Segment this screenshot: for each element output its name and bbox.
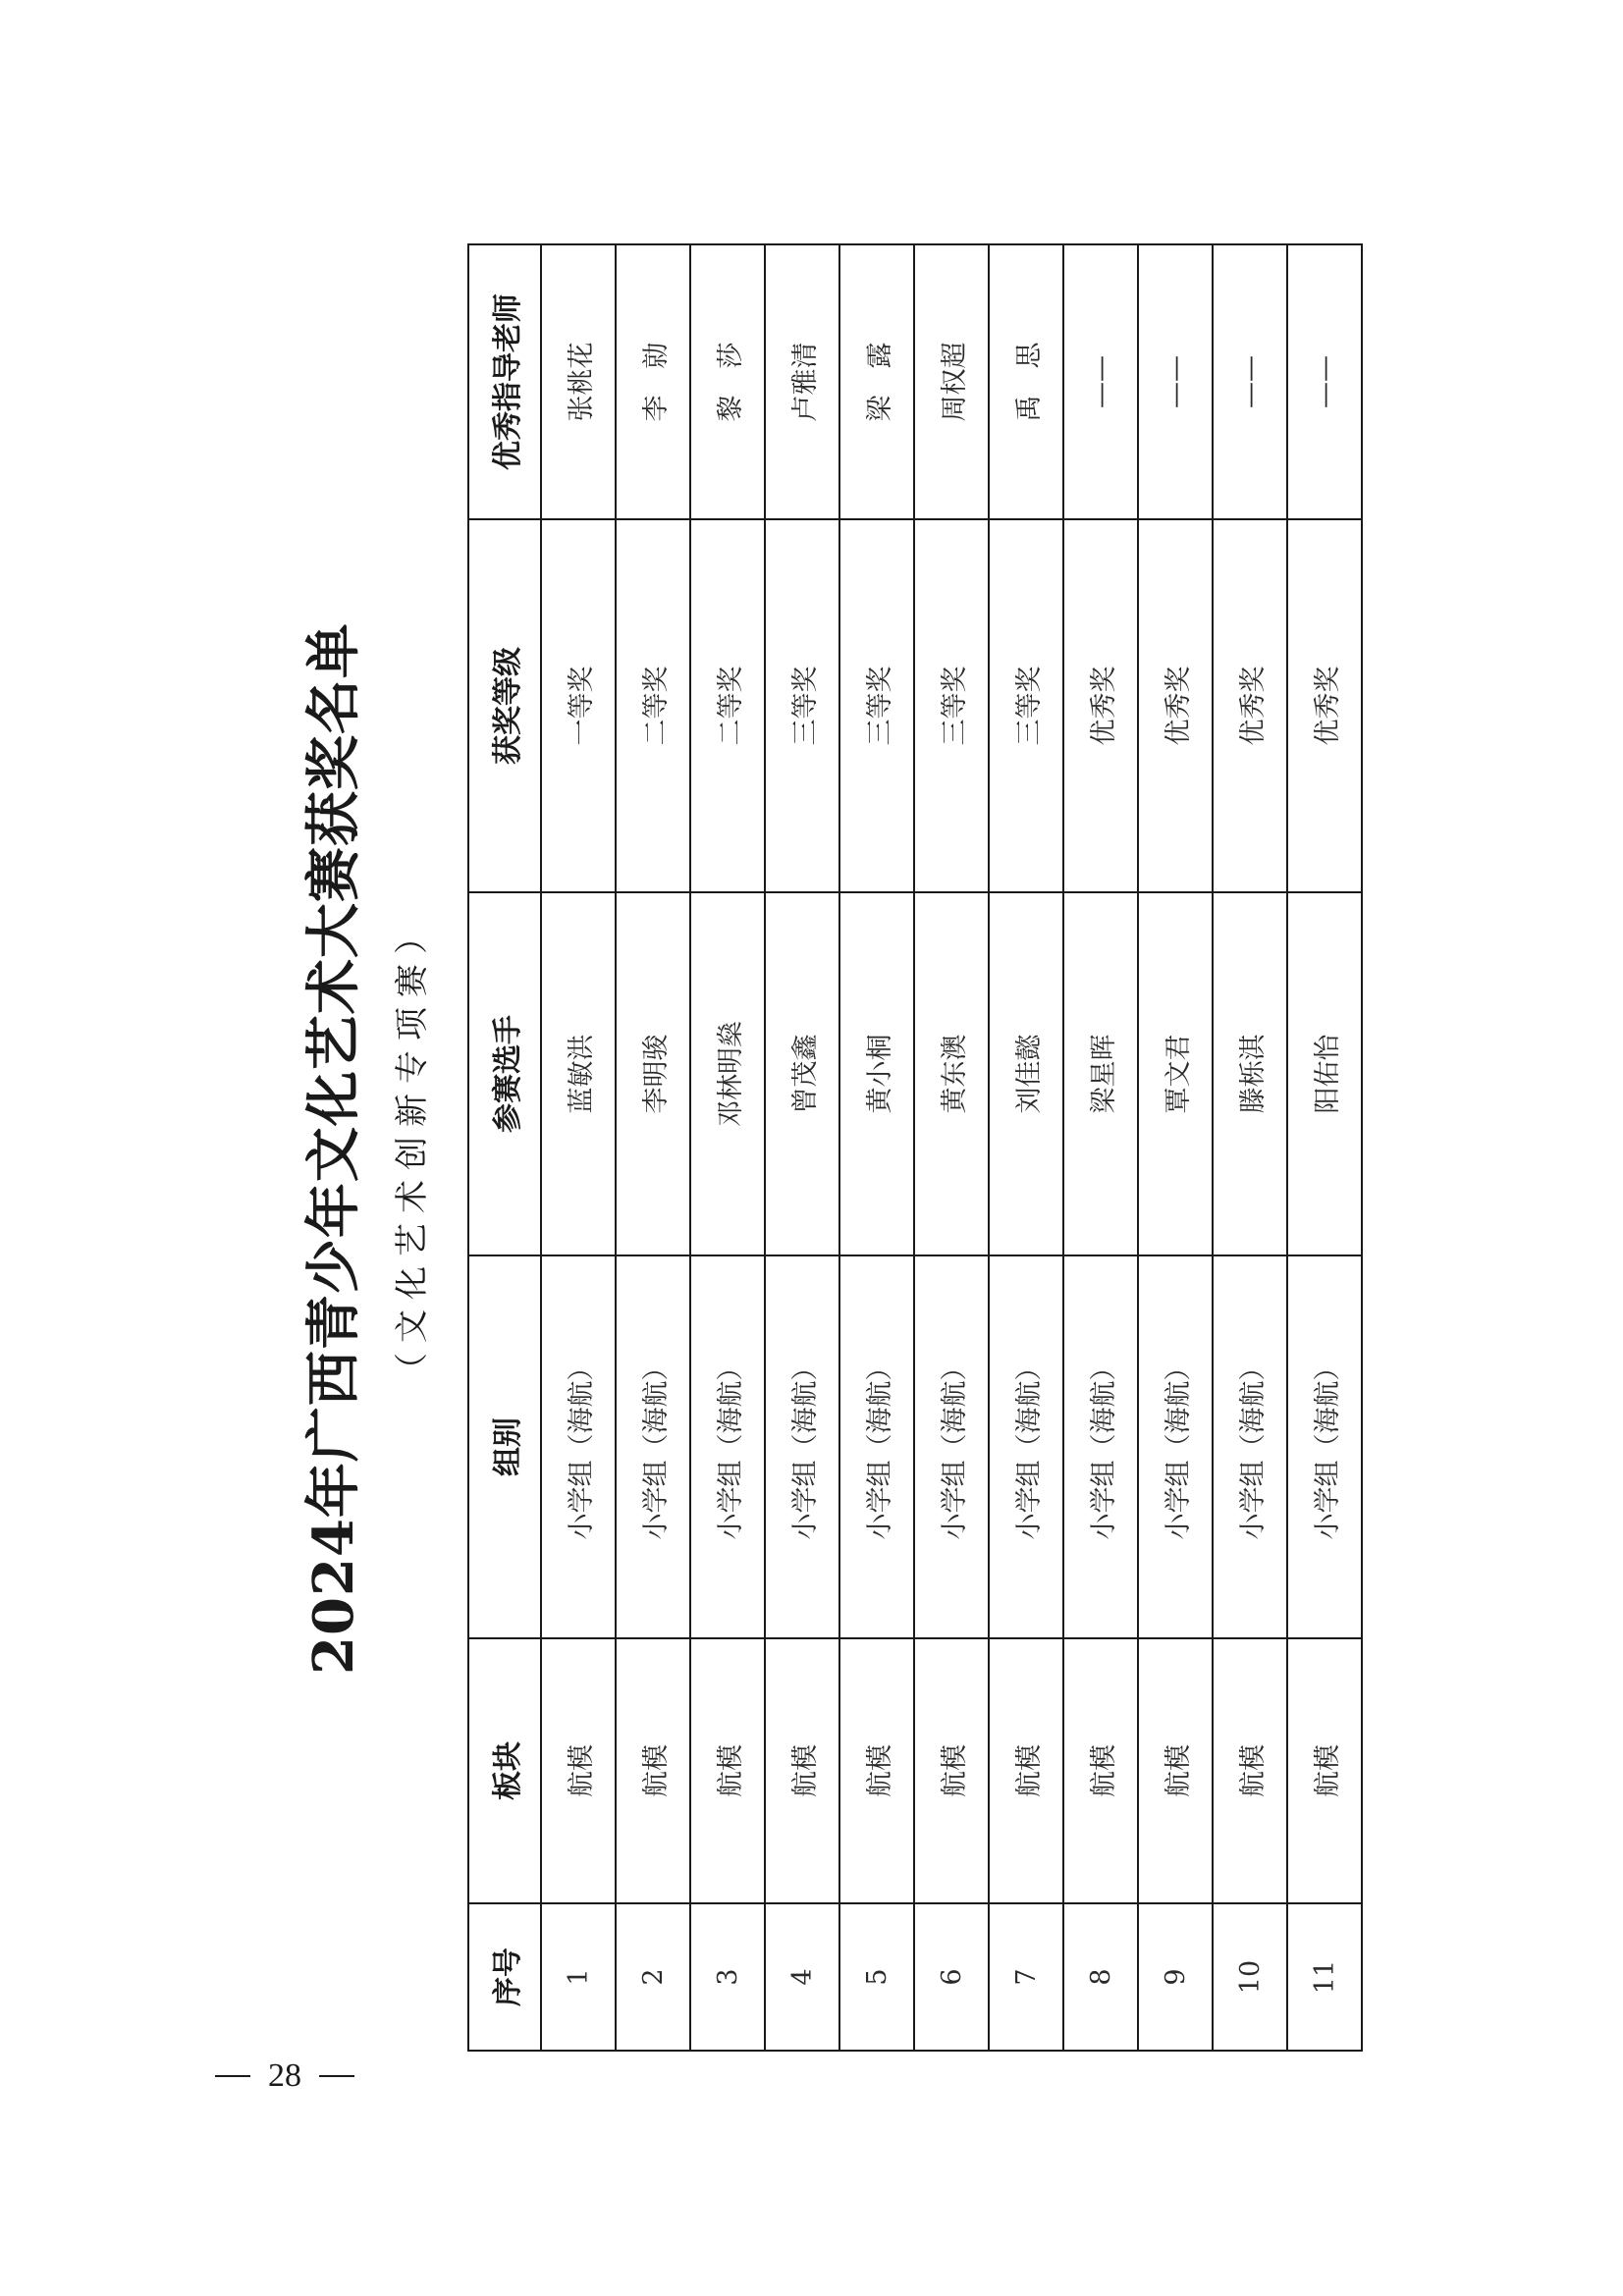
cell-section: 航模 (1213, 1638, 1287, 1903)
page-number-dash-left (215, 2075, 250, 2077)
cell-award-level: 优秀奖 (1138, 519, 1213, 892)
header-teacher: 优秀指导老师 (468, 244, 541, 519)
cell-index: 6 (914, 1903, 989, 2051)
cell-index: 9 (1138, 1903, 1213, 2051)
cell-teacher: —— (1063, 244, 1138, 519)
table-row (1287, 244, 1362, 2051)
header-group: 组别 (468, 1255, 541, 1638)
cell-section: 航模 (690, 1638, 765, 1903)
cell-group: 小学组（海航） (1287, 1255, 1362, 1638)
cell-group: 小学组（海航） (690, 1255, 765, 1638)
cell-award-level: 三等奖 (914, 519, 989, 892)
cell-section: 航模 (839, 1638, 914, 1903)
table-row (765, 244, 839, 2051)
cell-section: 航模 (616, 1638, 690, 1903)
cell-teacher: 黎 莎 (690, 244, 765, 519)
cell-award-level: 二等奖 (616, 519, 690, 892)
cell-teacher: 张桃花 (541, 244, 616, 519)
rotated-content (295, 245, 1414, 2052)
document-title: 2024年广西青少年文化艺术大赛获奖名单 (301, 622, 366, 1675)
cell-group: 小学组（海航） (1213, 1255, 1287, 1638)
cell-index: 3 (690, 1903, 765, 2051)
page-number-text: 28 (268, 2057, 301, 2094)
cell-teacher: 卢雅清 (765, 244, 839, 519)
cell-group: 小学组（海航） (1138, 1255, 1213, 1638)
cell-section: 航模 (1287, 1638, 1362, 1903)
cell-group: 小学组（海航） (616, 1255, 690, 1638)
cell-contestant: 蓝敏洪 (541, 892, 616, 1255)
table-row (839, 244, 914, 2051)
cell-award-level: 优秀奖 (1213, 519, 1287, 892)
cell-teacher: 梁 露 (839, 244, 914, 519)
cell-group: 小学组（海航） (989, 1255, 1063, 1638)
cell-index: 1 (541, 1903, 616, 2051)
cell-award-level: 优秀奖 (1287, 519, 1362, 892)
page-number (196, 2052, 373, 2101)
cell-index: 11 (1287, 1903, 1362, 2051)
cell-contestant: 邓林明燊 (690, 892, 765, 1255)
table-row (1213, 244, 1287, 2051)
cell-section: 航模 (1138, 1638, 1213, 1903)
table-row (1138, 244, 1213, 2051)
cell-section: 航模 (765, 1638, 839, 1903)
cell-teacher: 周权超 (914, 244, 989, 519)
cell-section: 航模 (541, 1638, 616, 1903)
cell-contestant: 覃文君 (1138, 892, 1213, 1255)
cell-section: 航模 (989, 1638, 1063, 1903)
cell-teacher: —— (1138, 244, 1213, 519)
table-header-row (468, 244, 541, 2051)
cell-contestant: 刘佳懿 (989, 892, 1063, 1255)
cell-group: 小学组（海航） (1063, 1255, 1138, 1638)
table-row (914, 244, 989, 2051)
cell-group: 小学组（海航） (541, 1255, 616, 1638)
cell-award-level: 三等奖 (839, 519, 914, 892)
cell-award-level: 二等奖 (690, 519, 765, 892)
document-subtitle: （文化艺术创新专项赛） (393, 911, 432, 1386)
cell-award-level: 三等奖 (989, 519, 1063, 892)
page-number-dash-right (319, 2075, 354, 2077)
cell-group: 小学组（海航） (839, 1255, 914, 1638)
cell-index: 2 (616, 1903, 690, 2051)
table-row (616, 244, 690, 2051)
cell-section: 航模 (914, 1638, 989, 1903)
cell-section: 航模 (1063, 1638, 1138, 1903)
cell-contestant: 曾茂鑫 (765, 892, 839, 1255)
table-row (690, 244, 765, 2051)
cell-index: 10 (1213, 1903, 1287, 2051)
cell-contestant: 阳佑怡 (1287, 892, 1362, 1255)
cell-group: 小学组（海航） (765, 1255, 839, 1638)
cell-award-level: 三等奖 (765, 519, 839, 892)
cell-contestant: 滕栎淇 (1213, 892, 1287, 1255)
header-award-level: 获奖等级 (468, 519, 541, 892)
awards-table (467, 243, 1363, 2052)
cell-teacher: 李 勍 (616, 244, 690, 519)
cell-teacher: —— (1287, 244, 1362, 519)
cell-group: 小学组（海航） (914, 1255, 989, 1638)
table-row (989, 244, 1063, 2051)
header-section: 板块 (468, 1638, 541, 1903)
cell-teacher: —— (1213, 244, 1287, 519)
header-index: 序号 (468, 1903, 541, 2051)
cell-contestant: 李明骏 (616, 892, 690, 1255)
table-row (1063, 244, 1138, 2051)
cell-index: 4 (765, 1903, 839, 2051)
table-row (541, 244, 616, 2051)
cell-index: 8 (1063, 1903, 1138, 2051)
cell-award-level: 优秀奖 (1063, 519, 1138, 892)
cell-index: 7 (989, 1903, 1063, 2051)
cell-contestant: 黄东澳 (914, 892, 989, 1255)
cell-award-level: 一等奖 (541, 519, 616, 892)
cell-contestant: 黄小桐 (839, 892, 914, 1255)
header-contestant: 参赛选手 (468, 892, 541, 1255)
cell-index: 5 (839, 1903, 914, 2051)
cell-teacher: 禹 思 (989, 244, 1063, 519)
cell-contestant: 梁星晖 (1063, 892, 1138, 1255)
